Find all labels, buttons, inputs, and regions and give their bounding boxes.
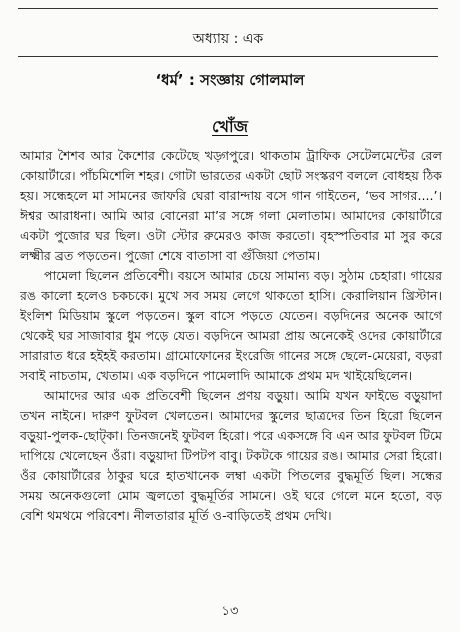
paragraph-3: আমাদের আর এক প্রতিবেশী ছিলেন প্রণয় বড়ুয়া। আমি যখন ফাইভে বড়ুয়াদা তখন নাইনে। দারুণ ফুটবল খেলতেন। আমাদের স্কুলের ছাত্রদের তিন হিরো ছিলেন বড়ুয়া-পুলক-ছোট্কা। তিনজনেই ফুটবল হিরো। পরে একসঙ্গে বি এন আর ফুটবল টিমে দাপিয়ে খেলেছেন ওঁরা। বড়ুয়াদা টিপটপ বাবু। টকটকে গায়ের রঙ। আমার সেরা হিরো। ওঁর কোয়ার্টারের ঠাকুর ঘরে হাতখানেক লম্বা একটা পিতলের বুদ্ধমূর্তি ছিল। সন্ধের সময় অনেকগুলো মোম জ্বলতো বুদ্ধমূর্তির সামনে। ওই ঘরে গেলে মনে হতো, বড় বেশি থমথমে পরিবেশ। নীলতারার মূর্তি ও-বাড়িতেই প্রথম দেখি। [20, 388, 442, 523]
chapter-label: অধ্যায় : এক [192, 31, 264, 47]
chapter-header [18, 8, 438, 47]
body-text [20, 146, 442, 526]
paragraph-2: পামেলা ছিলেন প্রতিবেশী। বয়সে আমার চেয়ে সামান্য বড়। সুঠাম চেহারা। গায়ের রঙ কালো হলেও চকচকে। মুখে সব সময় লেগে থাকতো হাসি। কেরালিয়ান খ্রিস্টান। ইংলিশ মিডিয়াম স্কুলে পড়তেন। স্কুল বাসে পড়তে যেতেন। বড়দিনের অনেক আগে থেকেই ঘর সাজাবার ধুম পড়ে যেত। বড়দিনে আমরা প্রায় অনেকেই ওদের কোয়ার্টারে সারারাত ধরে হইহই করতাম। গ্রামোফোনের ইংরেজি গানের সঙ্গে ছেলে-মেয়েরা, বড়রা সবাই নাচতাম, খেতাম। এক বড়দিনে পামেলাদি আমাকে প্রথম মদ খাইয়েছিলেন। [20, 268, 442, 383]
section-heading-text: খোঁজ [212, 117, 248, 136]
page-number: ১৩ [221, 604, 239, 619]
chapter-title: ‘ধর্ম’ : সংজ্ঞায় গোলমাল [155, 71, 305, 89]
header-rule-bottom [18, 56, 438, 57]
section-heading [0, 117, 460, 137]
paragraph-1: আমার শৈশব আর কৈশোর কেটেছে খড়্গপুরে। থাকতাম ট্রাফিক সেটেলমেন্টের রেল কোয়ার্টারে। পাঁচমিশেলি শহর। গোটা ভারতের একটা ছোট সংস্করণ বললে বোধহয় ঠিক হয়। সন্ধেহলে মা সামনের জাফরি ঘেরা বারান্দায় বসে গান গাইতেন, ‘ভব সাগর....’। ঈশ্বর আরাধনা। আমি আর বোনেরা মা’র সঙ্গে গলা মেলাতাম। আমাদের কোয়ার্টারে একটা পুজোর ঘর ছিল। ওটা স্টোর রুমেরও কাজ করতো। বৃহস্পতিবার মা সুর করে লক্ষ্মীর ব্রত পড়তেন। পুজো শেষে বাতাসা বা গুঁজিয়া পেতাম। [20, 148, 442, 263]
